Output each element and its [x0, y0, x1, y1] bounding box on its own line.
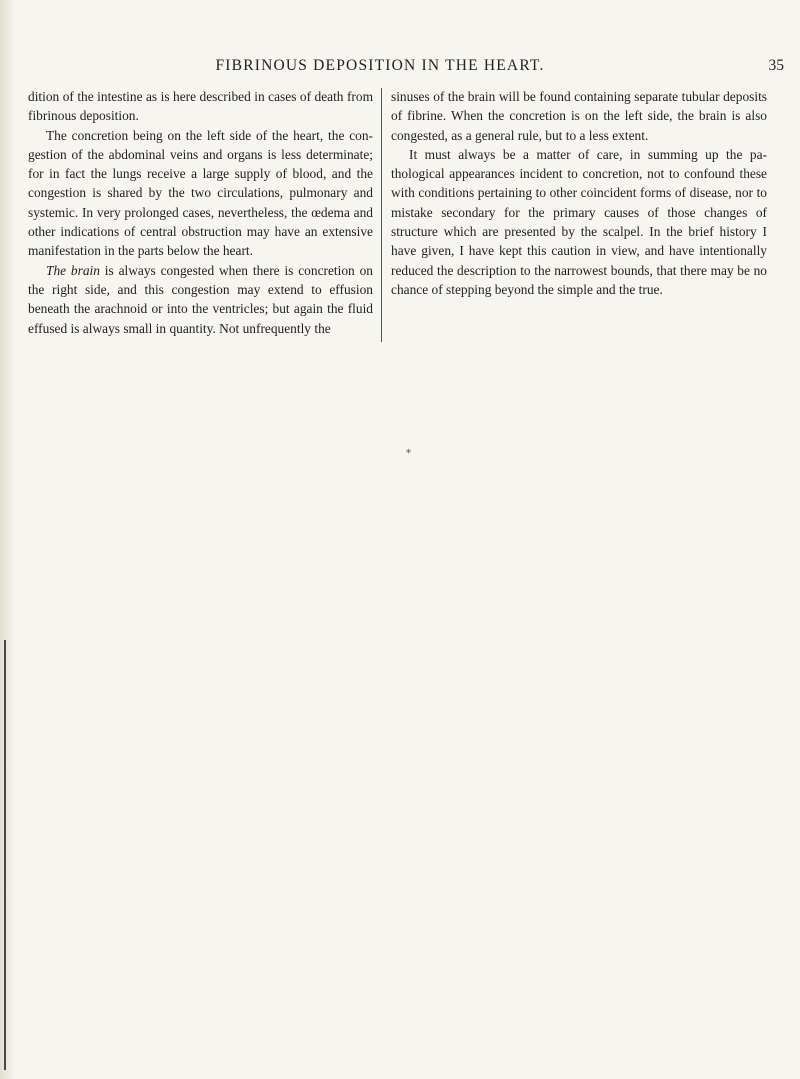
paragraph-sinuses: sinuses of the brain will be found containing separate tubular deposits of fibrine. When the concretion is on the left side, the brain is also congested, as a general rule, but to a less extent.	[391, 89, 767, 143]
binding-edge-line	[4, 640, 6, 1070]
column-divider	[381, 88, 382, 342]
paragraph-brain	[28, 261, 373, 338]
page-header	[0, 57, 800, 81]
running-head: FIBRINOUS DEPOSITION IN THE HEART.	[215, 57, 545, 74]
page-number: 35	[768, 57, 784, 74]
right-column	[391, 87, 767, 299]
left-column	[28, 87, 373, 338]
paragraph-continuation: dition of the intestine as is here described in cases of death from fibrinous deposition.	[28, 89, 373, 124]
page-gutter-shadow	[0, 0, 16, 1079]
brain-lead-in: The brain	[46, 262, 100, 278]
ink-speck: ⁎	[406, 445, 411, 456]
paragraph-caution: It must always be a matter of care, in summing up the pa-thological appearances incident to concretion, not to confound these with conditions pertaining to other coincident forms of disease, nor to mistake secondary for the primary causes of those changes of structure which are presented by the scalpel. In the brief history I have given, I have kept this caution in view, and have intentionally reduced the description to the narrowest bounds, that there may be no chance of stepping beyond the simple and the true.	[391, 146, 767, 297]
brain-paragraph-text: is always congested when there is concretion on the right side, and this congestion may extend to effusion beneath the arachnoid or into the ventricles; but again the fluid effused is always small in quantity. Not unfrequently the	[28, 262, 373, 336]
paragraph-congestion: The concretion being on the left side of the heart, the con-gestion of the abdominal veins and organs is less determinate; for in fact the lungs receive a large supply of blood, and the congestion is shared by the two circulations, pulmonary and systemic. In very prolonged cases, nevertheless, the œdema and other indications of central obstruction may have an extensive manifestation in the parts below the heart.	[28, 127, 373, 259]
